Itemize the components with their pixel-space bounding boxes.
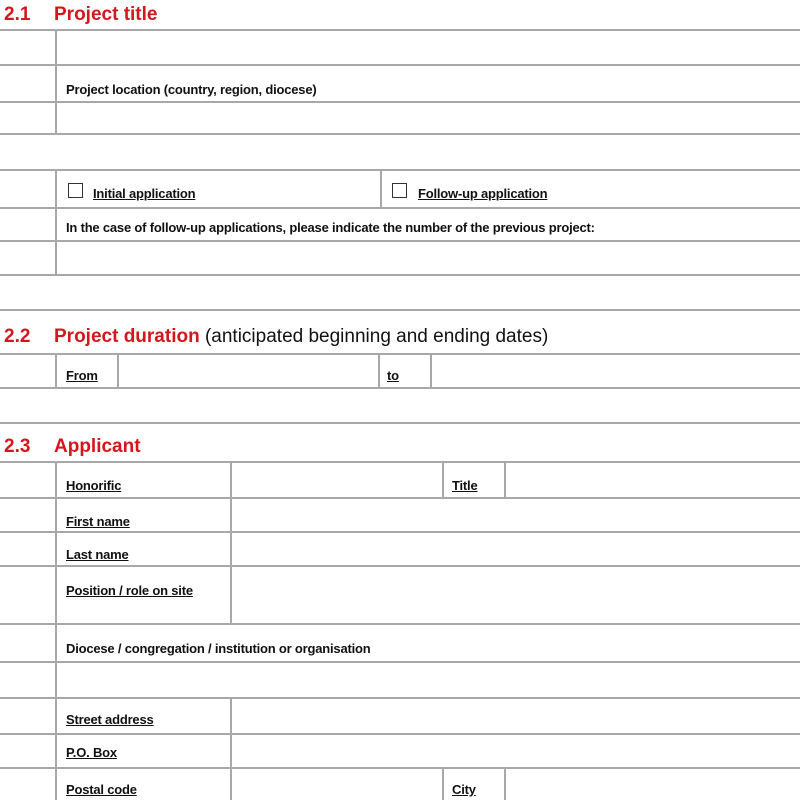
position-field[interactable] bbox=[232, 567, 800, 623]
from-date-field[interactable] bbox=[119, 355, 377, 387]
column-divider bbox=[55, 29, 57, 135]
first-name-label: First name bbox=[66, 514, 130, 529]
honorific-field[interactable] bbox=[232, 463, 441, 497]
title-field[interactable] bbox=[506, 463, 800, 497]
column-divider bbox=[380, 169, 382, 209]
followup-application-checkbox[interactable] bbox=[392, 183, 407, 198]
previous-project-number-field[interactable] bbox=[57, 242, 800, 274]
last-name-label: Last name bbox=[66, 547, 129, 562]
section-title: Project duration bbox=[54, 326, 200, 347]
column-divider bbox=[442, 461, 444, 499]
honorific-label: Honorific bbox=[66, 478, 122, 493]
city-label: City bbox=[452, 782, 476, 797]
row-divider bbox=[0, 309, 800, 311]
section-number: 2.2 bbox=[4, 326, 31, 347]
street-address-field[interactable] bbox=[232, 699, 800, 733]
position-label: Position / role on site bbox=[66, 583, 193, 598]
section-heading-2-1 bbox=[4, 4, 157, 26]
postal-code-label: Postal code bbox=[66, 782, 137, 797]
followup-note: In the case of follow-up applications, please indicate the number of the previous project: bbox=[66, 220, 595, 235]
column-divider bbox=[230, 461, 232, 625]
po-box-field[interactable] bbox=[232, 735, 800, 767]
column-divider bbox=[504, 767, 506, 800]
section-number: 2.3 bbox=[4, 436, 31, 457]
column-divider bbox=[55, 169, 57, 276]
column-divider bbox=[55, 353, 57, 389]
column-divider bbox=[430, 353, 432, 389]
first-name-field[interactable] bbox=[232, 499, 800, 531]
section-title: Project title bbox=[54, 4, 158, 25]
title-label: Title bbox=[452, 478, 478, 493]
from-label: From bbox=[66, 368, 98, 383]
postal-code-field[interactable] bbox=[232, 769, 441, 800]
section-number: 2.1 bbox=[4, 4, 31, 25]
project-title-field[interactable] bbox=[57, 31, 800, 64]
row-divider bbox=[0, 422, 800, 424]
initial-application-checkbox[interactable] bbox=[68, 183, 83, 198]
column-divider bbox=[442, 767, 444, 800]
section-subtitle: (anticipated beginning and ending dates) bbox=[204, 326, 549, 347]
project-location-field[interactable] bbox=[57, 103, 800, 133]
project-location-label: Project location (country, region, diocese) bbox=[66, 82, 317, 97]
column-divider bbox=[55, 461, 57, 800]
row-divider bbox=[0, 133, 800, 135]
column-divider bbox=[117, 353, 119, 389]
column-divider bbox=[230, 697, 232, 800]
city-field[interactable] bbox=[506, 769, 800, 800]
to-label: to bbox=[387, 368, 399, 383]
po-box-label: P.O. Box bbox=[66, 745, 117, 760]
last-name-field[interactable] bbox=[232, 533, 800, 565]
row-divider bbox=[0, 207, 800, 209]
column-divider bbox=[504, 461, 506, 499]
row-divider bbox=[0, 274, 800, 276]
row-divider bbox=[0, 623, 800, 625]
organisation-label: Diocese / congregation / institution or organisation bbox=[66, 641, 371, 656]
row-divider bbox=[0, 64, 800, 66]
organisation-field[interactable] bbox=[57, 663, 800, 697]
followup-application-label: Follow-up application bbox=[418, 186, 548, 201]
column-divider bbox=[378, 353, 380, 389]
section-heading-2-2 bbox=[4, 326, 548, 348]
to-date-field[interactable] bbox=[432, 355, 800, 387]
section-heading-2-3 bbox=[4, 436, 141, 458]
initial-application-label: Initial application bbox=[93, 186, 196, 201]
street-address-label: Street address bbox=[66, 712, 154, 727]
row-divider bbox=[0, 169, 800, 171]
row-divider bbox=[0, 387, 800, 389]
section-title: Applicant bbox=[54, 436, 141, 457]
